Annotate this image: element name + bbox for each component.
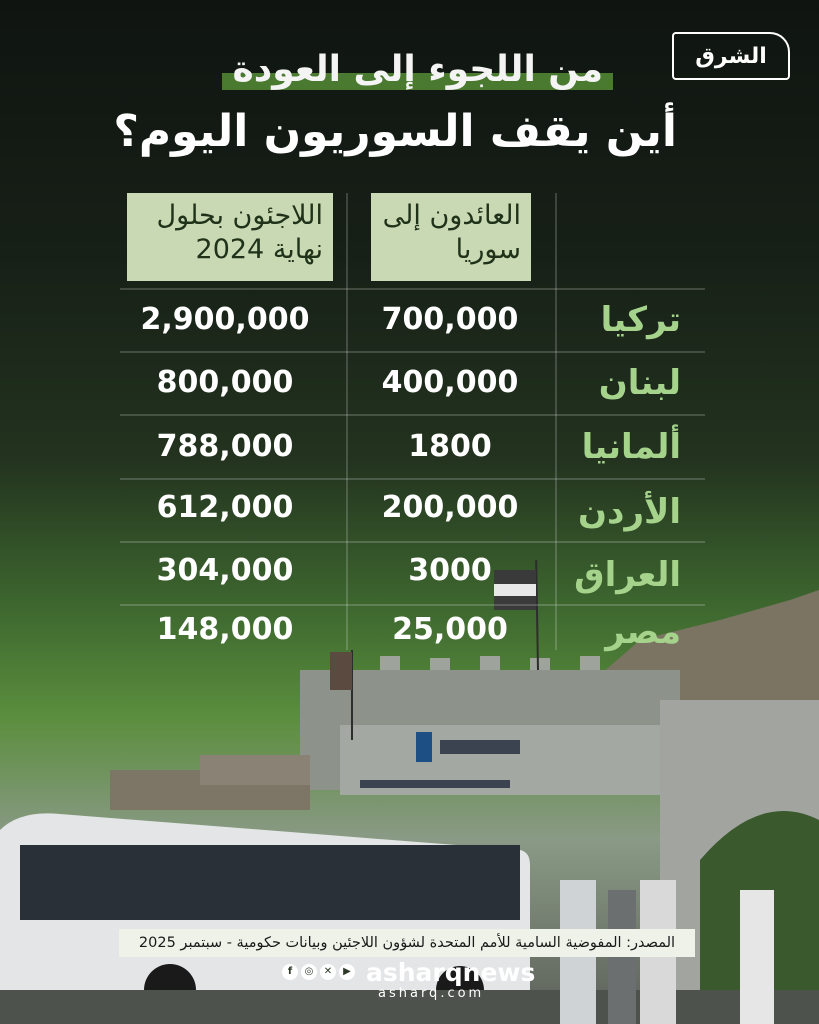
crossing-sign-subtext	[360, 780, 510, 788]
asharq-logo	[672, 32, 790, 80]
crossing-sign-logo	[416, 732, 432, 762]
social-icons	[282, 964, 355, 980]
crossing-sign-text	[440, 740, 520, 754]
brand-name: asharqnews	[366, 958, 536, 987]
instagram-icon[interactable]: ◎	[301, 964, 317, 980]
youtube-icon[interactable]: ▶	[339, 964, 355, 980]
brand-domain: asharq.com	[378, 986, 485, 1001]
returnees-value: 400,000	[381, 365, 519, 400]
facebook-icon[interactable]: f	[282, 964, 298, 980]
battlements	[330, 656, 600, 670]
left-wall-top	[200, 755, 310, 785]
returnees-value: 200,000	[381, 490, 519, 525]
logo-text: الشرق	[695, 43, 767, 69]
flag-left	[330, 652, 352, 690]
returnees-value: 700,000	[381, 302, 519, 337]
header-refugees: اللاجئون بحلول نهاية 2024	[127, 193, 333, 281]
refugees-value: 800,000	[156, 365, 294, 400]
country-label: الأردن	[577, 492, 681, 532]
header-returnees: العائدون إلى سوريا	[371, 193, 531, 281]
refugees-value: 148,000	[156, 612, 294, 647]
refugees-value: 788,000	[156, 429, 294, 464]
returnees-value: 3000	[408, 553, 492, 588]
title-line-2: أين يقف السوريون اليوم؟	[113, 106, 677, 157]
returnees-value: 1800	[408, 429, 492, 464]
country-label: العراق	[574, 555, 681, 595]
person-2	[608, 890, 636, 1024]
bus-windows	[20, 845, 520, 920]
refugees-value: 612,000	[156, 490, 294, 525]
refugees-value: 304,000	[156, 553, 294, 588]
source-note: المصدر: المفوضية السامية للأمم المتحدة لشؤون اللاجئين وبيانات حكومية - سبتمبر 2025	[119, 929, 695, 957]
refugees-value: 2,900,000	[140, 302, 310, 337]
person-4	[740, 890, 774, 1024]
country-label: تركيا	[600, 300, 681, 340]
returnees-value: 25,000	[392, 612, 508, 647]
title-line-1: من اللجوء إلى العودة	[222, 50, 613, 90]
country-label: ألمانيا	[581, 427, 681, 467]
country-label: مصر	[605, 612, 681, 652]
x-icon[interactable]: ✕	[320, 964, 336, 980]
country-label: لبنان	[598, 363, 681, 403]
